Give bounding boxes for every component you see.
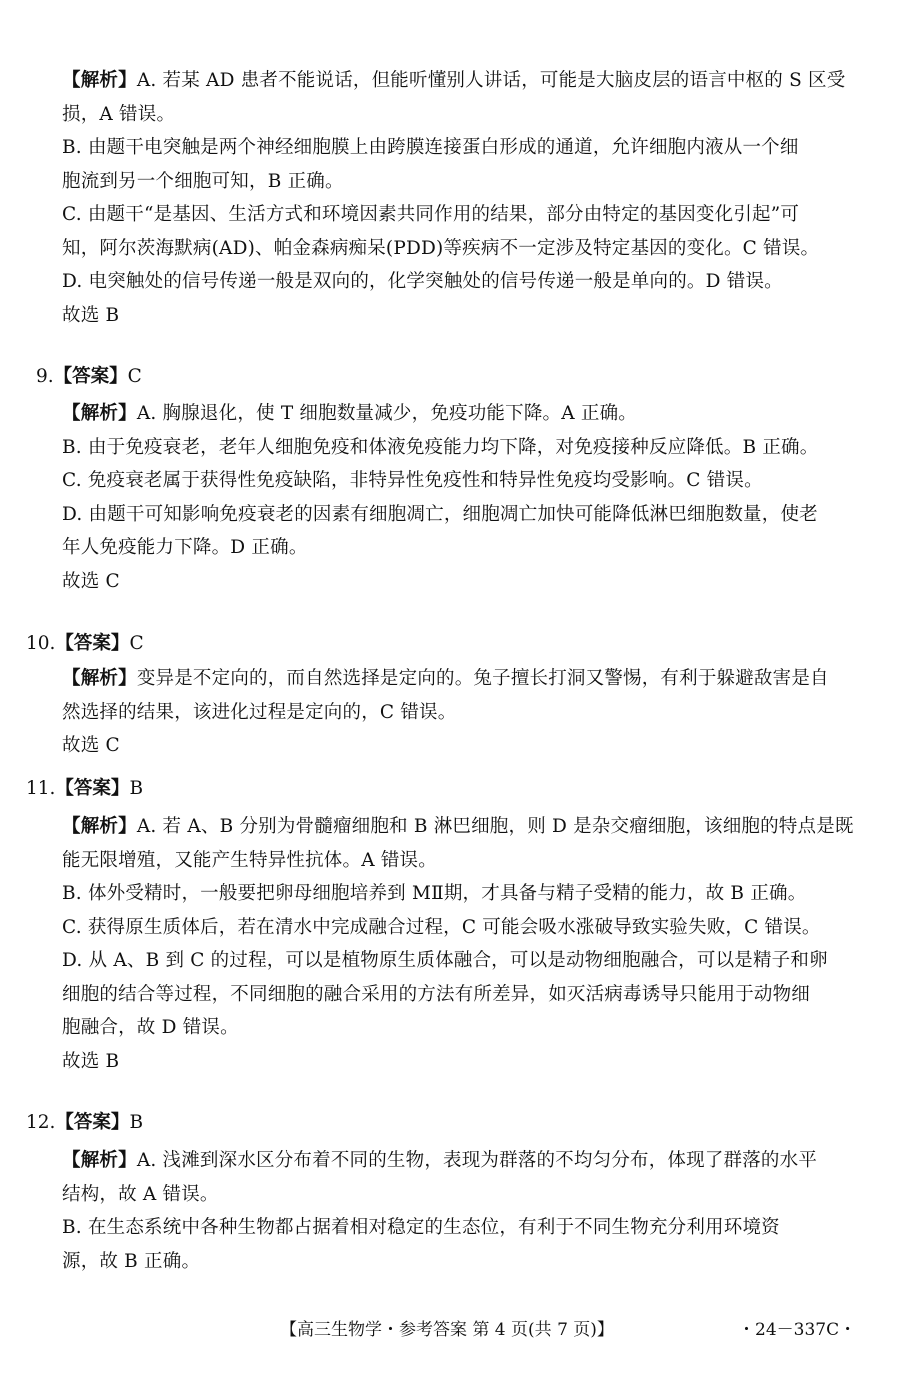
text-line: 胞流到另一个细胞可知，B 正确。 (62, 170, 344, 192)
text-line: 【解析】A. 若 A、B 分别为骨髓瘤细胞和 B 淋巴细胞，则 D 是杂交瘤细胞，该细胞的特点是既 (62, 816, 854, 837)
text-line: 胞融合，故 D 错误。 (62, 1017, 239, 1038)
text-line: 故选 C (62, 570, 120, 592)
text-line: 知，阿尔茨海默病(AD)、帕金森病痴呆(PDD)等疾病不一定涉及特定基因的变化。C 错误。 (62, 237, 820, 259)
text-line: B. 在生态系统中各种生物都占据着相对稳定的生态位，有利于不同生物充分利用环境资 (62, 1217, 780, 1238)
q10-answer-line: 10.【答案】C (26, 633, 144, 654)
q8-analysis (62, 64, 864, 332)
q11-analysis (62, 810, 864, 1078)
text-line: 【解析】A. 胸腺退化，使 T 细胞数量减少，免疫功能下降。A 正确。 (62, 403, 637, 424)
answer-tag: 【答案】 (55, 1112, 130, 1133)
answer-tag: 【答案】 (55, 633, 130, 654)
analysis-tag: 【解析】 (62, 1150, 137, 1171)
q10-analysis (62, 662, 864, 763)
text-line: 【解析】A. 浅滩到深水区分布着不同的生物，表现为群落的不均匀分布，体现了群落的水平 (62, 1150, 818, 1171)
text-line: 故选 B (62, 304, 120, 326)
q9-analysis (62, 397, 864, 598)
text-line: 能无限增殖，又能产生特异性抗体。A 错误。 (62, 849, 437, 871)
q11-answer-line: 11.【答案】B (26, 778, 144, 799)
text-line: 结构，故 A 错误。 (62, 1183, 219, 1205)
answer-tag: 【答案】 (53, 366, 128, 387)
answer-value: B (129, 778, 144, 799)
text-line: 【解析】变异是不定向的，而自然选择是定向的。兔子擅长打洞又警惕，有利于躲避敌害是自 (62, 668, 829, 689)
text-line: C. 获得原生质体后，若在清水中完成融合过程，C 可能会吸水涨破导致实验失败，C 错误。 (62, 916, 821, 938)
answer-value: B (129, 1112, 144, 1133)
answer-value: C (129, 633, 144, 654)
text-line: C. 免疫衰老属于获得性免疫缺陷，非特异性免疫性和特异性免疫均受影响。C 错误。 (62, 470, 763, 491)
text-line: C. 由题干“是基因、生活方式和环境因素共同作用的结果，部分由特定的基因变化引起”可 (62, 204, 800, 225)
text-line: 细胞的结合等过程，不同细胞的融合采用的方法有所差异，如灭活病毒诱导只能用于动物细 (62, 983, 811, 1005)
answer-tag: 【答案】 (55, 778, 130, 799)
analysis-tag: 【解析】 (62, 70, 137, 91)
text-line: 然选择的结果，该进化过程是定向的，C 错误。 (62, 701, 457, 723)
text-line: 故选 C (62, 735, 120, 756)
text-line: 【解析】A. 若某 AD 患者不能说话，但能听懂别人讲话，可能是大脑皮层的语言中枢的 S 区受 (62, 70, 846, 91)
analysis-tag: 【解析】 (62, 668, 137, 689)
text-line: 年人免疫能力下降。D 正确。 (62, 537, 308, 558)
text-line: 损，A 错误。 (62, 103, 176, 125)
text-line: D. 从 A、B 到 C 的过程，可以是植物原生质体融合，可以是动物细胞融合，可以是精子和卵 (62, 950, 828, 971)
analysis-tag: 【解析】 (62, 816, 137, 837)
footer-code: ・24－337C・ (738, 1320, 857, 1340)
text-line: B. 由题干电突触是两个神经细胞膜上由跨膜连接蛋白形成的通道，允许细胞内液从一个细 (62, 137, 799, 158)
analysis-tag: 【解析】 (62, 403, 137, 424)
text-line: B. 由于免疫衰老，老年人细胞免疫和体液免疫能力均下降，对免疫接种反应降低。B 正确。 (62, 436, 819, 458)
text-line: 故选 B (62, 1050, 120, 1072)
page-footer (0, 1315, 900, 1345)
answer-value: C (127, 366, 142, 387)
q12-answer-line: 12.【答案】B (26, 1112, 144, 1133)
text-line: B. 体外受精时，一般要把卵母细胞培养到 MⅡ期，才具备与精子受精的能力，故 B 正确。 (62, 883, 807, 904)
q12-analysis (62, 1144, 864, 1278)
text-line: D. 电突触处的信号传递一般是双向的，化学突触处的信号传递一般是单向的。D 错误。 (62, 271, 783, 292)
q9-answer-line: 9.【答案】C (36, 366, 142, 387)
text-line: D. 由题干可知影响免疫衰老的因素有细胞凋亡，细胞凋亡加快可能降低淋巴细胞数量，使老 (62, 503, 818, 525)
text-line: 源，故 B 正确。 (62, 1250, 201, 1272)
footer-page-info: 【高三生物学・参考答案 第 4 页(共 7 页)】 (280, 1320, 614, 1340)
